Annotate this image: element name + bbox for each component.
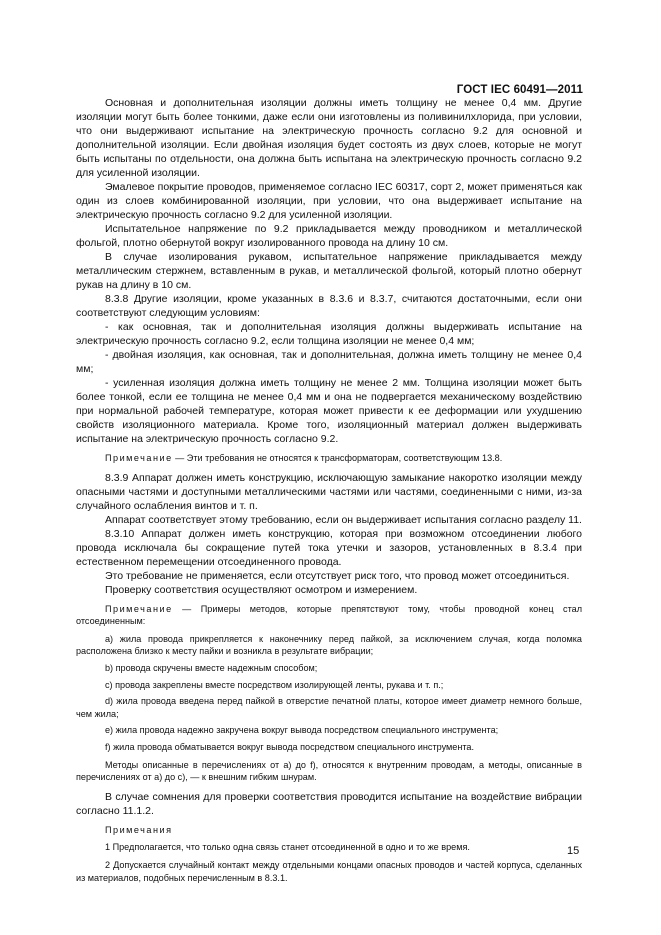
notes-label: Примечания: [105, 824, 173, 835]
paragraph: Основная и дополнительная изоляции должны иметь толщину не менее 0,4 мм. Другие изоляции могут быть более тонкими, даже если они изготовлены из поливинилхлорида, при условии, что они выдерживают испытание на электрическую прочность согласно 9.2 для основной и дополнительной изоляции. Если двойная изоляция будет состоять из двух слоев, которые не могут быть испытаны по отдельности, она должна быть испытана на электрическую прочность согласно 9.2 для усиленной изоляции.: [76, 97, 582, 179]
note-item: 2 Допускается случайный контакт между отдельными концами опасных проводов и частей корпуса, сделанных из материалов, подобных перечисленным в 8.3.1.: [76, 859, 582, 883]
note-label: Примечание: [105, 453, 173, 463]
note-item: 1 Предполагается, что только одна связь станет отсоединенной в одно и то же время.: [105, 842, 470, 853]
note-text: — Примеры методов, которые препятствуют тому, чтобы проводной конец стал отсоединенным:: [76, 603, 582, 627]
note-list-item: d) жила провода введена перед пайкой в отверстие печатной платы, которое имеет диаметр немного больше, чем жила;: [76, 696, 582, 719]
note-intro: [76, 603, 582, 628]
note-closing: Методы описанные в перечислениях от a) до f), относятся к внутренним проводам, а методы, описанные в перечислениях от a) до c), — к внешним гибким шнурам.: [76, 759, 582, 783]
paragraph: Это требование не применяется, если отсутствует риск того, что провод может отсоединиться.: [105, 569, 570, 582]
note-transformers: [76, 452, 582, 465]
paragraph: Проверку соответствия осуществляют осмотром и измерением.: [105, 583, 418, 596]
page-number: 15: [567, 845, 580, 857]
paragraph: Эмалевое покрытие проводов, применяемое согласно IEC 60317, сорт 2, может применяться как один из слоев комбинированной изоляции, при условии, что она выдерживает испытание на электрическую прочность согласно 9.2 для усиленной изоляции.: [76, 181, 582, 221]
note-list-item: c) провода закреплены вместе посредством изолирующей ленты, рукава и т. п.;: [105, 679, 444, 690]
note-methods: [76, 603, 582, 784]
page-header-standard: ГОСТ IEC 60491—2011: [456, 84, 583, 96]
section-insulation-thickness: [76, 96, 582, 446]
list-item: - двойная изоляция, как основная, так и дополнительная, должна иметь толщину не менее 0,4 мм;: [76, 349, 582, 375]
list-item: - как основная, так и дополнительная изоляция должны выдерживать испытание на электрическую прочность согласно 9.2, если толщина изоляции не менее 0,4 мм;: [76, 321, 582, 347]
note-list-item: b) провода скручены вместе надежным способом;: [105, 662, 318, 673]
note-list-item: e) жила провода надежно закручена вокруг вывода посредством специального инструмента;: [105, 725, 499, 736]
clause-8-3-10: 8.3.10 Аппарат должен иметь конструкцию, которая при возможном отсоединении любого провода исключала бы сокращение путей тока утечки и зазоров, установленных в 8.3.4 при естественном перемещении отсоединенного провода.: [76, 527, 582, 568]
note-text: — Эти требования не относятся к трансформаторам, соответствующим 13.8.: [172, 453, 503, 463]
paragraph-vibration-test: В случае сомнения для проверки соответствия проводится испытание на воздействие вибрации согласно 11.1.2.: [76, 790, 582, 817]
note-list-item: f) жила провода обматывается вокруг вывода посредством специального инструмента.: [105, 741, 475, 752]
clause-8-3-9: 8.3.9 Аппарат должен иметь конструкцию, исключающую замыкание накоротко изоляции между опасными частями и доступными металлическими частями или частями, соединенными с ними, из-за случайного ослабления винтов и т. п.: [76, 471, 582, 512]
page-content: [76, 96, 582, 884]
note-label: Примечание: [105, 603, 173, 614]
paragraph: Аппарат соответствует этому требованию, если он выдерживает испытания согласно разделу 11.: [105, 513, 582, 526]
list-item: - усиленная изоляция должна иметь толщину не менее 2 мм. Толщина изоляции может быть более тонкой, если ее толщина не менее 0,4 мм и она не подвергается механическому воздействию при нормальной рабочей температуре, которая может привести к ее деформации или ухудшению свойств изоляционного материала. Кроме того, изоляционный материал должен выдерживать испытание на электрическую прочность согласно 9.2.: [76, 377, 582, 445]
clause-8-3-8: 8.3.8 Другие изоляции, кроме указанных в 8.3.6 и 8.3.7, считаются достаточными, если они соответствуют следующим условиям:: [76, 293, 582, 319]
section-clauses-8-3-9-10: [76, 471, 582, 597]
paragraph: В случае изолирования рукавом, испытательное напряжение прикладывается между металлическим стержнем, вставленным в рукав, и металлической фольгой, который плотно обернут рукав на длину в 10 см.: [76, 251, 582, 291]
note-list-item: a) жила провода прикрепляется к наконечнику перед пайкой, за исключением случая, когда поломка расположена близко к месту пайки и возникла в результате вибрации;: [76, 633, 582, 657]
notes-final: [76, 824, 582, 884]
paragraph: Испытательное напряжение по 9.2 прикладывается между проводником и металлической фольгой, плотно обернутой вокруг изолированного провода на длину 10 см.: [76, 223, 582, 249]
